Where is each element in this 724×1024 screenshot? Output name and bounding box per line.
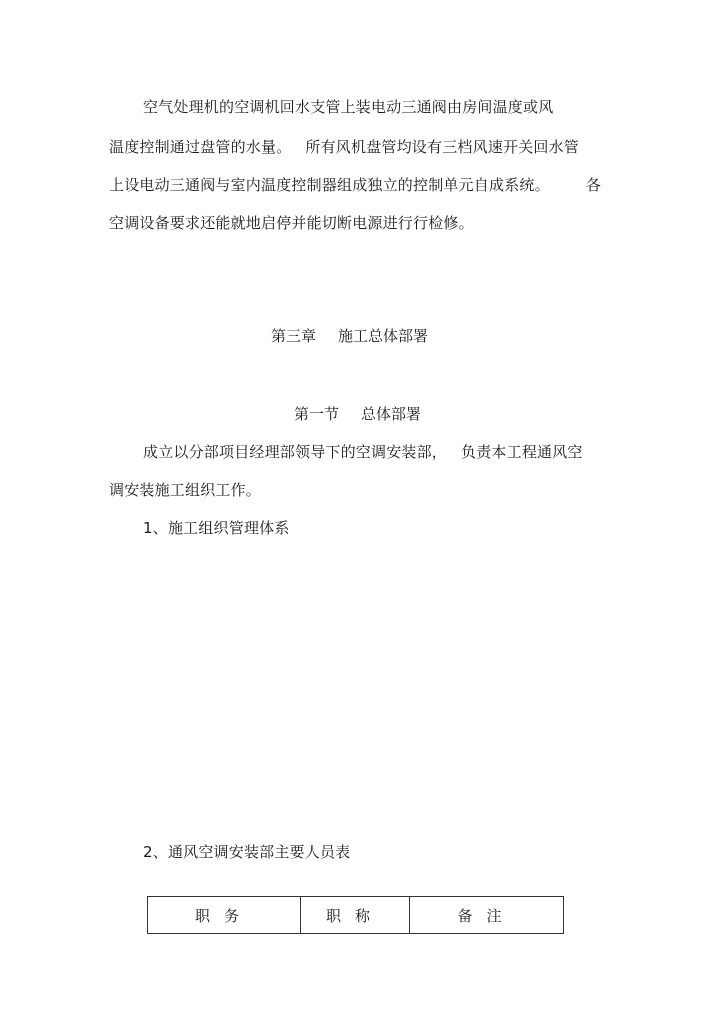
paragraph-1-line-1: 空气处理机的空调机回水支管上装电动三通阀由房间温度或风 — [143, 98, 554, 116]
staff-table — [147, 896, 564, 934]
table-header-title: 职称 — [301, 897, 410, 934]
chapter-number: 第三章 — [271, 327, 317, 345]
paragraph-2-line-1 — [143, 442, 583, 462]
chapter-heading — [271, 326, 428, 346]
paragraph-2-line-2: 调安装施工组织工作。 — [109, 481, 262, 499]
table-header-position: 职务 — [148, 897, 301, 934]
table-header-remarks: 备注 — [410, 897, 564, 934]
paragraph-1-line-3-part-b: 各 — [585, 176, 602, 194]
paragraph-1-line-3-part-a: 上设电动三通阀与室内温度控制器组成独立的控制单元自成系统。 — [109, 176, 550, 194]
section-title: 总体部署 — [361, 405, 422, 423]
paragraph-2-line-1-part-b: 负责本工程通风空 — [461, 443, 583, 461]
paragraph-1-line-3 — [109, 175, 601, 195]
section-number: 第一节 — [294, 405, 340, 423]
table-header-row — [148, 897, 564, 934]
list-item-1: 1、施工组织管理体系 — [143, 519, 290, 537]
paragraph-2-line-1-part-a: 成立以分部项目经理部领导下的空调安装部， — [143, 443, 448, 461]
section-heading — [294, 404, 421, 424]
paragraph-1-line-2 — [109, 137, 579, 157]
paragraph-1-line-2-part-b: 所有风机盘管均设有三档风速开关回水管 — [305, 138, 580, 156]
chapter-title: 施工总体部署 — [338, 327, 429, 345]
list-item-2: 2、通风空调安装部主要人员表 — [143, 843, 351, 861]
paragraph-1-line-2-part-a: 温度控制通过盘管的水量。 — [109, 138, 292, 156]
paragraph-1-line-4: 空调设备要求还能就地启停并能切断电源进行行检修。 — [109, 214, 474, 232]
